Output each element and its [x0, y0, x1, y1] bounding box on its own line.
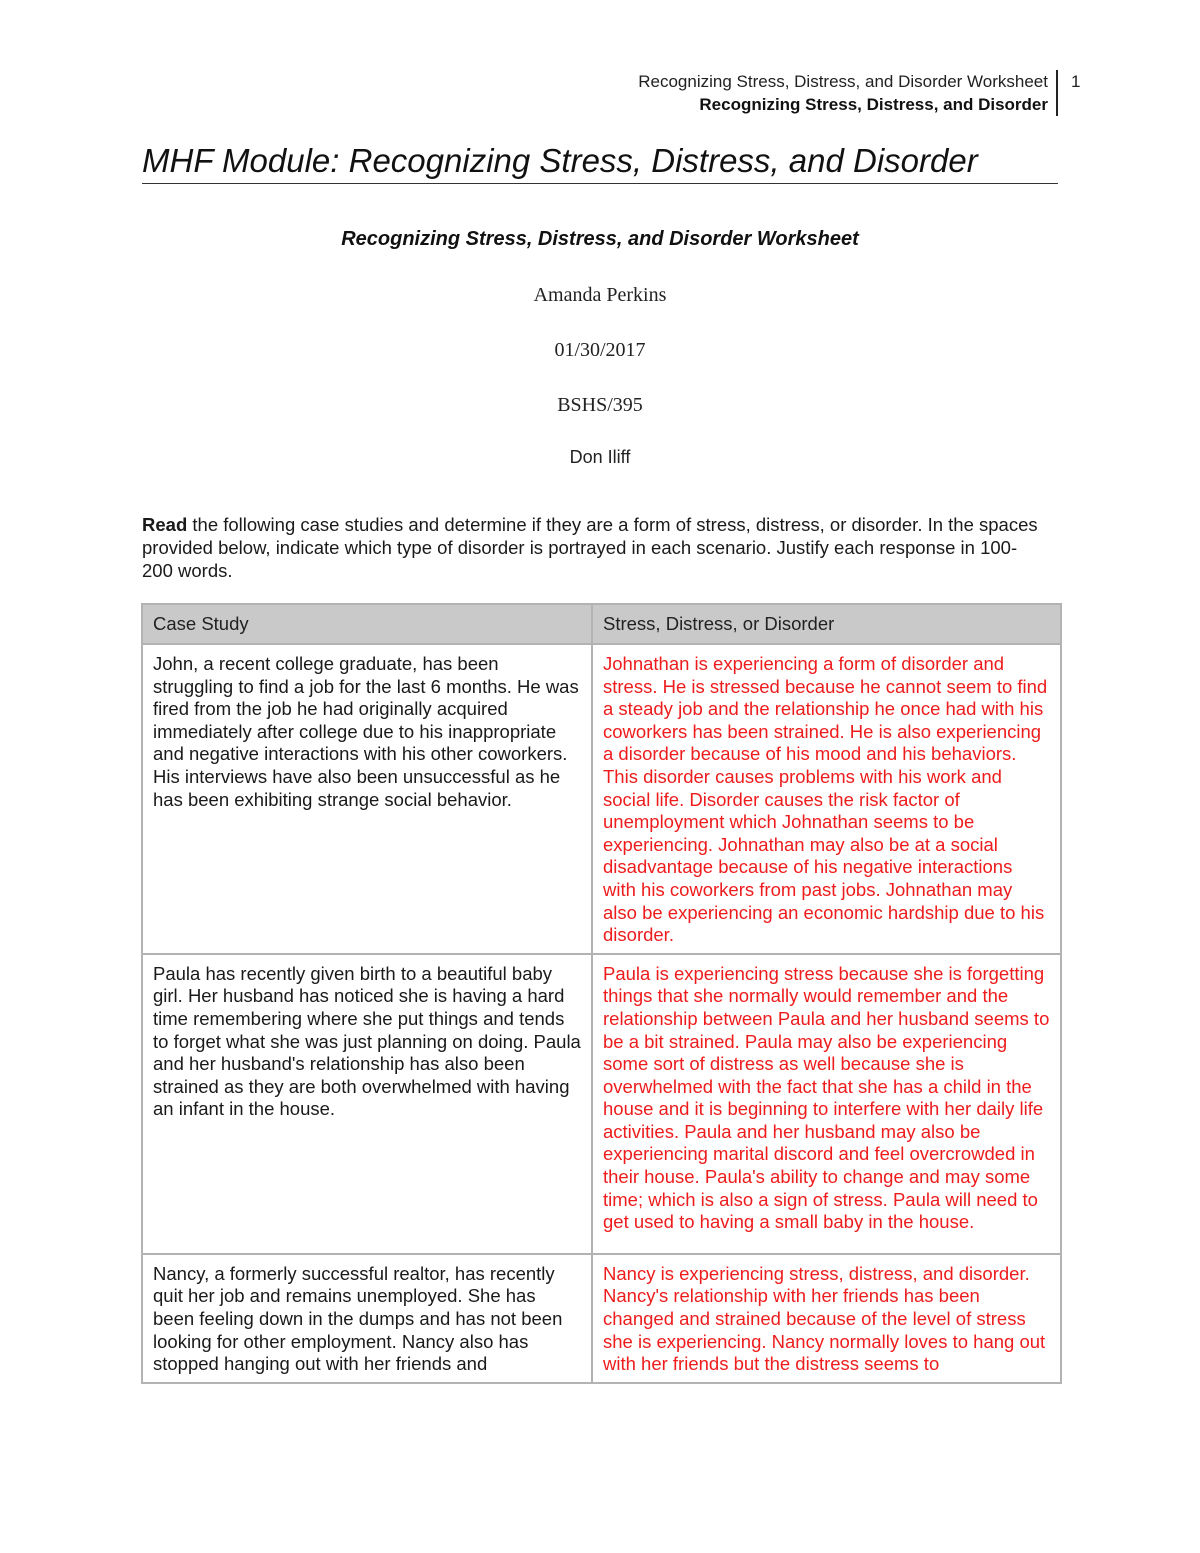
case-study-table [141, 603, 1062, 1384]
answer-cell: Johnathan is experiencing a form of disorder and stress. He is stressed because he cannot seem to find a steady job and the relationship he once had with his coworkers has been strained. He is also experiencing a disorder because of his mood and his behaviors. This disorder causes problems with his work and social life. Disorder causes the risk factor of unemployment which Johnathan seems to be experiencing. Johnathan may also be at a social disadvantage because of his negative interactions with his coworkers from past jobs. Johnathan may also be experiencing an economic hardship due to his disorder. [592, 644, 1061, 954]
running-header-subtitle: Recognizing Stress, Distress, and Disorder [699, 95, 1048, 114]
table-row [142, 954, 1061, 1254]
worksheet-title: Recognizing Stress, Distress, and Disorder Worksheet [341, 228, 859, 250]
instructions-lead: Read [142, 514, 188, 535]
answer-cell: Nancy is experiencing stress, distress, and disorder. Nancy's relationship with her friends has been changed and strained because of the level of stress she is experiencing. Nancy normally loves to hang out with her friends but the distress seems to [592, 1254, 1061, 1383]
header-divider [1056, 70, 1058, 116]
running-header [638, 70, 1048, 116]
running-header-title: Recognizing Stress, Distress, and Disorder Worksheet [638, 72, 1048, 91]
table-header-row [142, 604, 1061, 644]
case-study-cell: Paula has recently given birth to a beautiful baby girl. Her husband has noticed she is having a hard time remembering where she put things and tends to forget what she was just planning on doing. Paula and her husband's relationship has also been strained as they are both overwhelmed with having an infant in the house. [142, 954, 592, 1254]
table-row [142, 1254, 1061, 1383]
answer-cell: Paula is experiencing stress because she is forgetting things that she normally would remember and the relationship between Paula and her husband seems to be a bit strained. Paula may also be experiencing some sort of distress as well because she is overwhelmed with the fact that she has a child in the house and it is beginning to interfere with her daily life activities. Paula and her husband may also be experiencing marital discord and feel overcrowded in their house. Paula's ability to change and may some time; which is also a sign of stress. Paula will need to get used to having a small baby in the house. [592, 954, 1061, 1254]
author-name: Amanda Perkins [533, 284, 667, 306]
module-title: MHF Module: Recognizing Stress, Distress, and Disorder [142, 141, 1058, 184]
table-row [142, 644, 1061, 954]
course-code: BSHS/395 [557, 394, 643, 416]
case-study-cell: Nancy, a formerly successful realtor, has recently quit her job and remains unemployed. She has been feeling down in the dumps and has not been looking for other employment. Nancy also has stopped hanging out with her friends and [142, 1254, 592, 1383]
instructions-text: the following case studies and determine if they are a form of stress, distress, or disorder. In the spaces provided below, indicate which type of disorder is portrayed in each scenario. Justify each response in 100- 200 words. [142, 514, 1038, 581]
case-study-cell: John, a recent college graduate, has been struggling to find a job for the last 6 months. He was fired from the job he had originally acquired immediately after college due to his inappropriate and negative interactions with his other coworkers. His interviews have also been unsuccessful as he has been exhibiting strange social behavior. [142, 644, 592, 954]
instructor-name: Don Iliff [569, 447, 631, 467]
header-stress-distress-disorder: Stress, Distress, or Disorder [592, 604, 1061, 644]
instructions-paragraph [142, 513, 1042, 582]
submission-date: 01/30/2017 [554, 339, 646, 361]
page-number: 1 [1071, 72, 1081, 91]
header-case-study: Case Study [142, 604, 592, 644]
